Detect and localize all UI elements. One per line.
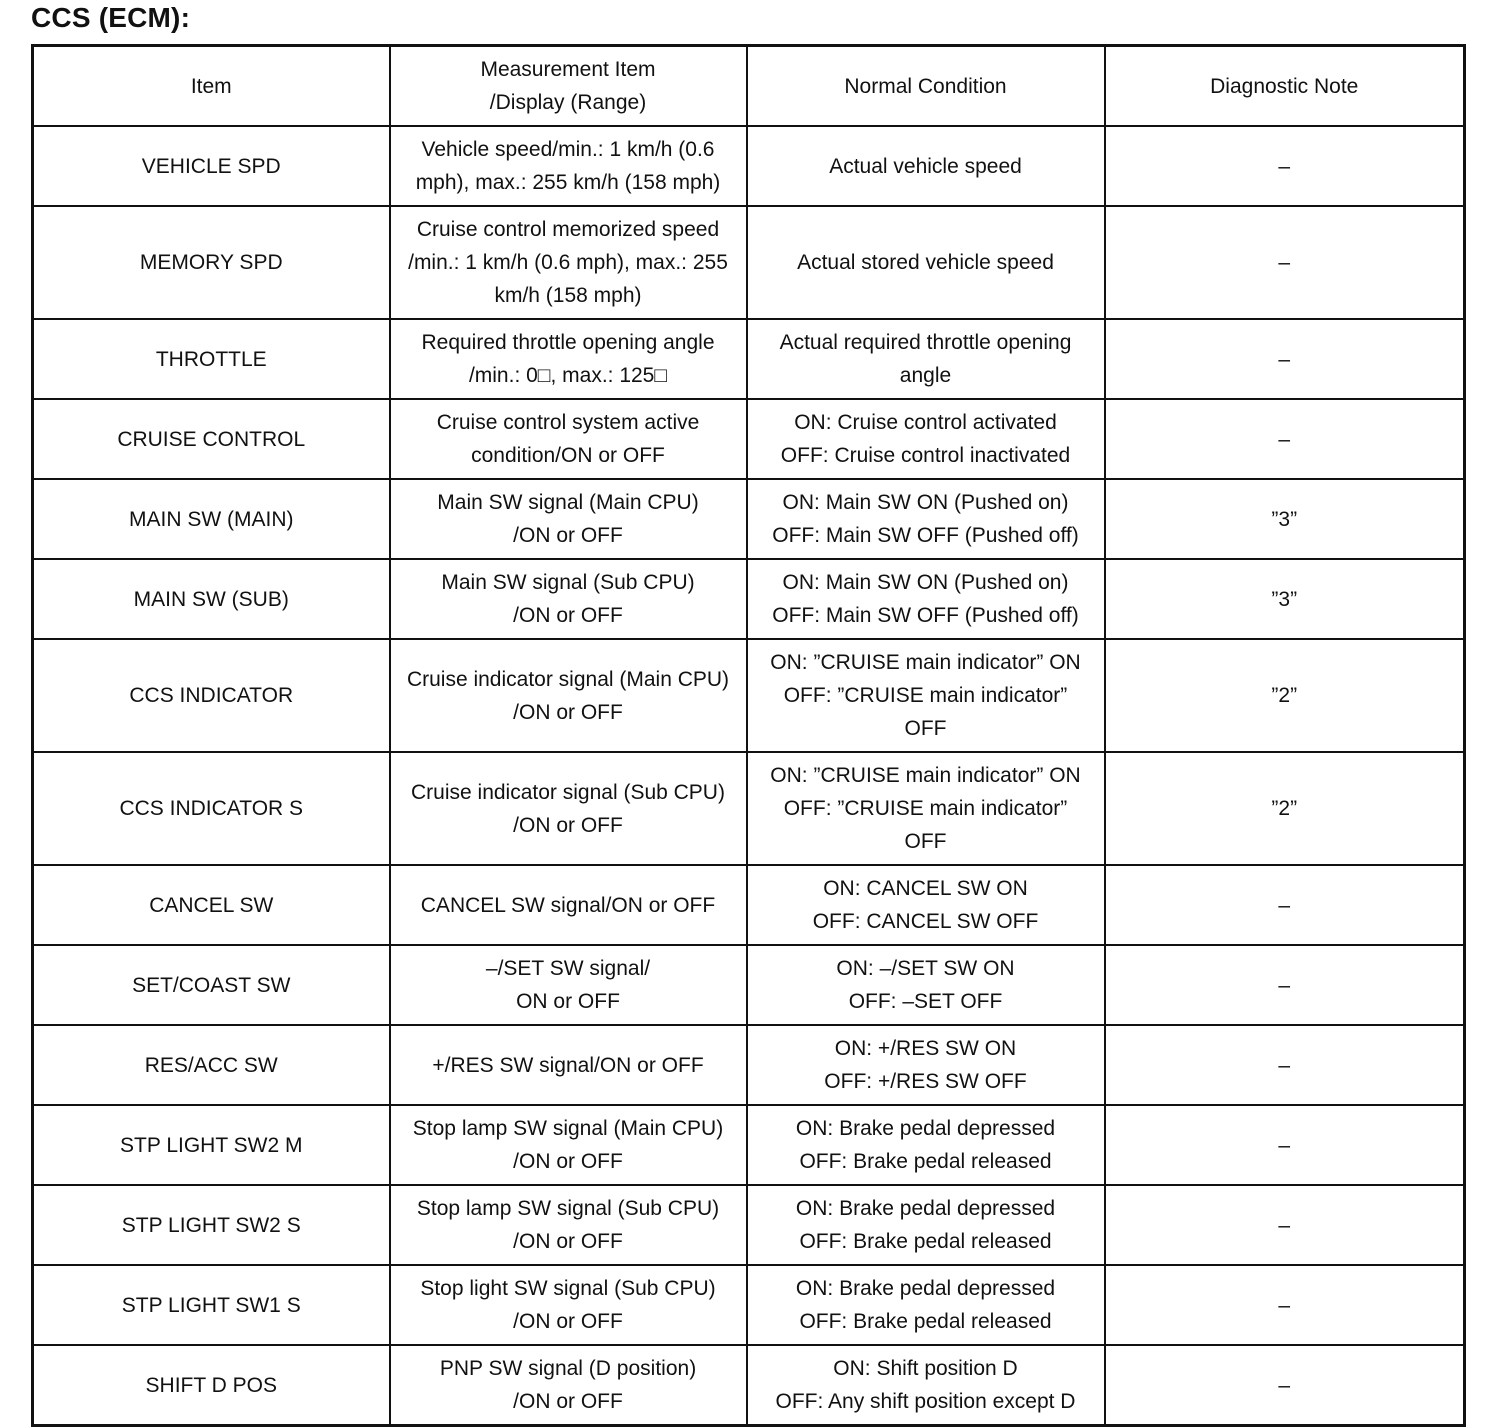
cell-note: – (1105, 399, 1465, 479)
cell-item: STP LIGHT SW1 S (33, 1265, 390, 1345)
cell-condition: ON: CANCEL SW ON OFF: CANCEL SW OFF (747, 865, 1105, 945)
cell-note: – (1105, 865, 1465, 945)
cell-note: ”2” (1105, 639, 1465, 752)
cell-item: SHIFT D POS (33, 1345, 390, 1426)
cell-condition: Actual vehicle speed (747, 126, 1105, 206)
cell-measurement: Cruise control memorized speed /min.: 1 km/h (0.6 mph), max.: 255 km/h (158 mph) (390, 206, 747, 319)
cell-item: MEMORY SPD (33, 206, 390, 319)
table-row (33, 1105, 1465, 1185)
table-row (33, 559, 1465, 639)
cell-item: STP LIGHT SW2 S (33, 1185, 390, 1265)
cell-item: CANCEL SW (33, 865, 390, 945)
table-row (33, 319, 1465, 399)
cell-note: – (1105, 319, 1465, 399)
table-row (33, 206, 1465, 319)
cell-measurement: CANCEL SW signal/ON or OFF (390, 865, 747, 945)
cell-condition: ON: ”CRUISE main indicator” ON OFF: ”CRUISE main indicator” OFF (747, 639, 1105, 752)
cell-condition: Actual required throttle opening angle (747, 319, 1105, 399)
cell-condition: ON: Main SW ON (Pushed on) OFF: Main SW OFF (Pushed off) (747, 559, 1105, 639)
cell-measurement: Required throttle opening angle /min.: 0□, max.: 125□ (390, 319, 747, 399)
cell-measurement: Cruise control system active condition/ON or OFF (390, 399, 747, 479)
cell-item: THROTTLE (33, 319, 390, 399)
cell-measurement: +/RES SW signal/ON or OFF (390, 1025, 747, 1105)
ccs-data-table (31, 44, 1466, 1427)
table-row (33, 639, 1465, 752)
cell-measurement: –/SET SW signal/ ON or OFF (390, 945, 747, 1025)
table-header-row (33, 46, 1465, 127)
cell-note: – (1105, 945, 1465, 1025)
cell-item: STP LIGHT SW2 M (33, 1105, 390, 1185)
cell-note: – (1105, 126, 1465, 206)
cell-note: – (1105, 206, 1465, 319)
cell-note: – (1105, 1025, 1465, 1105)
cell-note: ”2” (1105, 752, 1465, 865)
cell-condition: ON: Brake pedal depressed OFF: Brake pedal released (747, 1185, 1105, 1265)
cell-condition: ON: ”CRUISE main indicator” ON OFF: ”CRUISE main indicator” OFF (747, 752, 1105, 865)
cell-measurement: PNP SW signal (D position) /ON or OFF (390, 1345, 747, 1426)
cell-item: CCS INDICATOR S (33, 752, 390, 865)
cell-condition: Actual stored vehicle speed (747, 206, 1105, 319)
cell-measurement: Main SW signal (Sub CPU) /ON or OFF (390, 559, 747, 639)
cell-note: – (1105, 1185, 1465, 1265)
header-diagnostic-note: Diagnostic Note (1105, 46, 1465, 127)
cell-condition: ON: Shift position D OFF: Any shift position except D (747, 1345, 1105, 1426)
cell-measurement: Cruise indicator signal (Main CPU) /ON or OFF (390, 639, 747, 752)
cell-measurement: Main SW signal (Main CPU) /ON or OFF (390, 479, 747, 559)
header-condition: Normal Condition (747, 46, 1105, 127)
cell-condition: ON: Main SW ON (Pushed on) OFF: Main SW OFF (Pushed off) (747, 479, 1105, 559)
cell-condition: ON: Brake pedal depressed OFF: Brake pedal released (747, 1265, 1105, 1345)
cell-note: – (1105, 1345, 1465, 1426)
cell-measurement: Stop light SW signal (Sub CPU) /ON or OFF (390, 1265, 747, 1345)
table-row (33, 1185, 1465, 1265)
cell-note: – (1105, 1105, 1465, 1185)
cell-measurement: Cruise indicator signal (Sub CPU) /ON or OFF (390, 752, 747, 865)
cell-measurement: Stop lamp SW signal (Sub CPU) /ON or OFF (390, 1185, 747, 1265)
cell-note: – (1105, 1265, 1465, 1345)
cell-condition: ON: Brake pedal depressed OFF: Brake pedal released (747, 1105, 1105, 1185)
cell-measurement: Vehicle speed/min.: 1 km/h (0.6 mph), max.: 255 km/h (158 mph) (390, 126, 747, 206)
table-row (33, 1265, 1465, 1345)
cell-item: CCS INDICATOR (33, 639, 390, 752)
header-measurement: Measurement Item /Display (Range) (390, 46, 747, 127)
cell-item: VEHICLE SPD (33, 126, 390, 206)
table-row (33, 865, 1465, 945)
cell-condition: ON: +/RES SW ON OFF: +/RES SW OFF (747, 1025, 1105, 1105)
header-item: Item (33, 46, 390, 127)
cell-item: CRUISE CONTROL (33, 399, 390, 479)
table-row (33, 479, 1465, 559)
table-row (33, 126, 1465, 206)
page-title: CCS (ECM): (31, 2, 191, 33)
table-row (33, 1345, 1465, 1426)
cell-note: ”3” (1105, 479, 1465, 559)
cell-measurement: Stop lamp SW signal (Main CPU) /ON or OFF (390, 1105, 747, 1185)
cell-condition: ON: –/SET SW ON OFF: –SET OFF (747, 945, 1105, 1025)
cell-note: ”3” (1105, 559, 1465, 639)
table-row (33, 399, 1465, 479)
cell-item: RES/ACC SW (33, 1025, 390, 1105)
cell-item: MAIN SW (MAIN) (33, 479, 390, 559)
table-row (33, 752, 1465, 865)
cell-item: SET/COAST SW (33, 945, 390, 1025)
cell-condition: ON: Cruise control activated OFF: Cruise control inactivated (747, 399, 1105, 479)
table-row (33, 1025, 1465, 1105)
cell-item: MAIN SW (SUB) (33, 559, 390, 639)
table-row (33, 945, 1465, 1025)
